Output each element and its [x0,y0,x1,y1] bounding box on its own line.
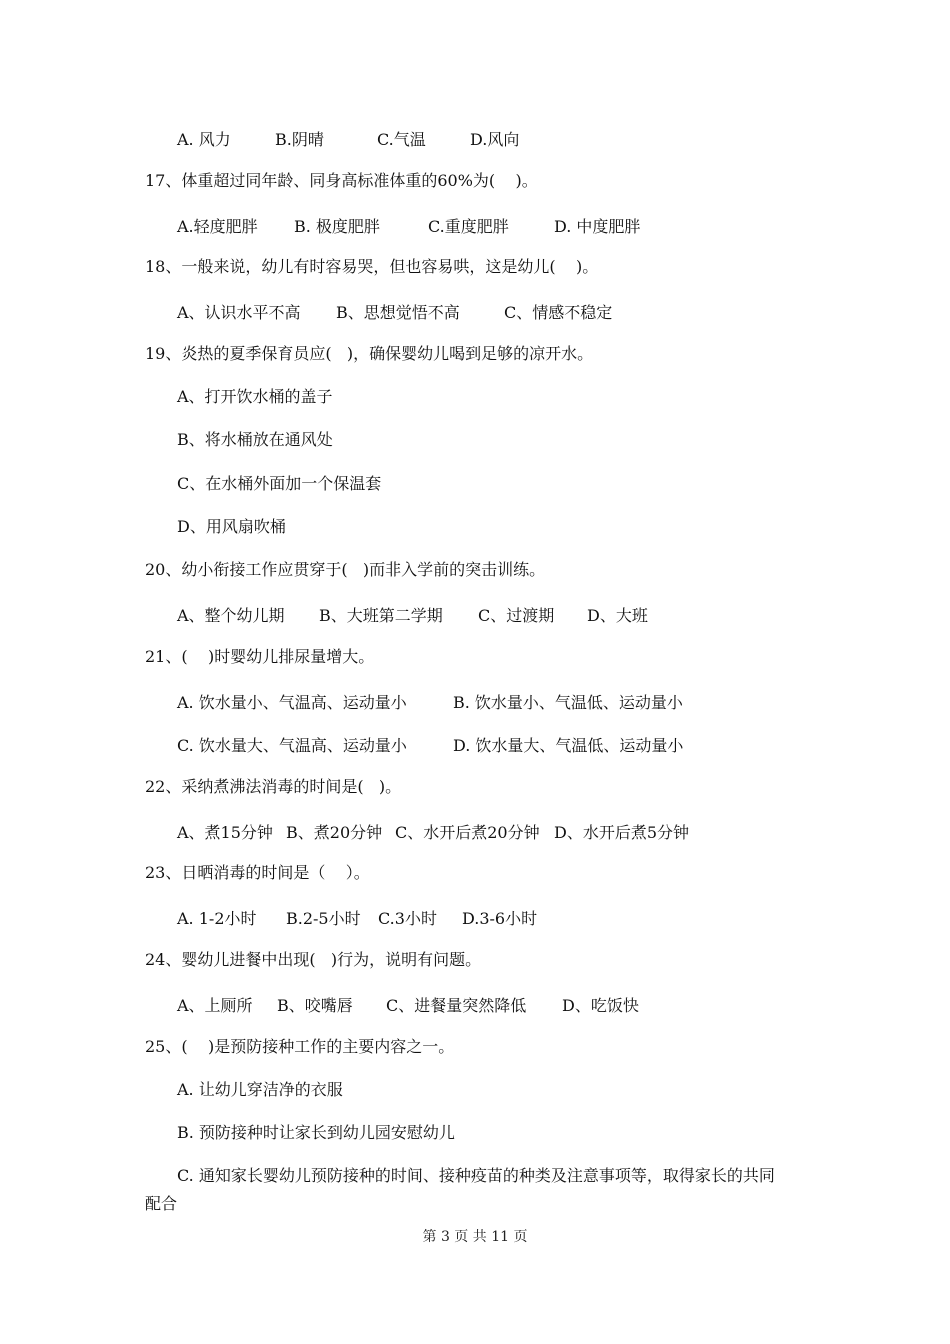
option-d: D. 饮水量大、气温低、运动量小 [453,736,684,755]
option-b: B、煮20分钟 [286,823,383,842]
option-a: A、上厕所 [177,996,253,1015]
option-c: C.3小时 [378,909,437,928]
option-b: B.阴晴 [275,130,324,149]
option-c: C、情感不稳定 [504,303,613,322]
option-b: B. 极度肥胖 [294,217,380,236]
question-22: 22、采纳煮沸法消毒的时间是( )。 [145,777,402,796]
option-c: C. 通知家长婴幼儿预防接种的时间、接种疫苗的种类及注意事项等，取得家长的共同 [177,1166,775,1185]
option-a: A. 1-2小时 [177,909,257,928]
question-23: 23、日晒消毒的时间是（ ）。 [145,863,370,882]
option-d: D、水开后煮5分钟 [554,823,690,842]
option-a: A.轻度肥胖 [177,217,258,236]
option-c: C.重度肥胖 [428,217,509,236]
option-c: C、在水桶外面加一个保温套 [177,474,382,493]
option-b: B、咬嘴唇 [277,996,353,1015]
option-c: C、过渡期 [478,606,555,625]
question-19: 19、炎热的夏季保育员应( )，确保婴幼儿喝到足够的凉开水。 [145,344,594,363]
question-17: 17、体重超过同年龄、同身高标准体重的60%为( )。 [145,171,538,190]
option-b: B、思想觉悟不高 [336,303,460,322]
option-d: D.3-6小时 [462,909,538,928]
option-d: D.风向 [470,130,520,149]
option-a: A. 饮水量小、气温高、运动量小 [177,693,407,712]
question-24: 24、婴幼儿进餐中出现( )行为，说明有问题。 [145,950,482,969]
option-a: A、打开饮水桶的盖子 [177,387,333,406]
option-b: B、大班第二学期 [319,606,443,625]
option-d: D. 中度肥胖 [554,217,641,236]
option-c: C、水开后煮20分钟 [395,823,540,842]
option-b: B. 预防接种时让家长到幼儿园安慰幼儿 [177,1123,455,1142]
option-b: B、将水桶放在通风处 [177,430,333,449]
option-a: A. 风力 [177,130,231,149]
question-21: 21、( )时婴幼儿排尿量增大。 [145,647,375,666]
option-a: A、整个幼儿期 [177,606,285,625]
option-a: A. 让幼儿穿洁净的衣服 [177,1080,343,1099]
option-a: A、认识水平不高 [177,303,301,322]
option-b: B.2-5小时 [286,909,361,928]
option-c: C.气温 [377,130,426,149]
option-d: D、吃饭快 [562,996,639,1015]
option-c-continuation: 配合 [145,1194,178,1213]
option-c: C. 饮水量大、气温高、运动量小 [177,736,407,755]
option-c: C、进餐量突然降低 [386,996,527,1015]
question-25: 25、( )是预防接种工作的主要内容之一。 [145,1037,455,1056]
option-a: A、煮15分钟 [177,823,273,842]
page-number: 第 3 页 共 11 页 [422,1229,528,1245]
option-d: D、用风扇吹桶 [177,517,286,536]
option-b: B. 饮水量小、气温低、运动量小 [453,693,683,712]
option-d: D、大班 [587,606,648,625]
question-20: 20、幼小衔接工作应贯穿于( )而非入学前的突击训练。 [145,560,546,579]
question-18: 18、一般来说，幼儿有时容易哭，但也容易哄，这是幼儿( )。 [145,257,599,276]
